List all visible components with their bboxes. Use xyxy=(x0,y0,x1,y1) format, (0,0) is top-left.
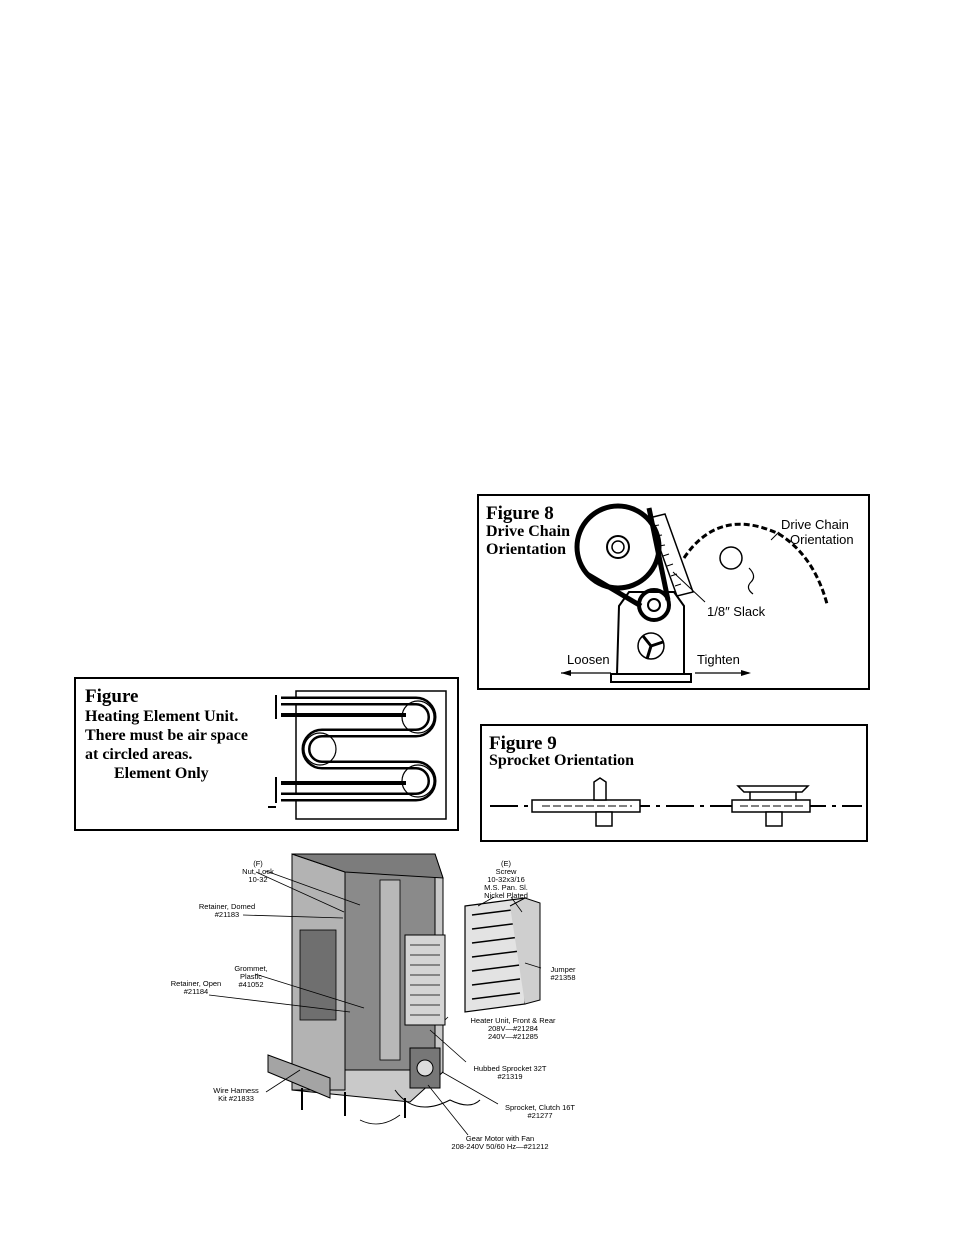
figure-8-subtitle-2: Orientation xyxy=(486,541,566,558)
figure-8-title: Figure 8 xyxy=(486,503,554,524)
part-label-jumper: Jumper #21358 xyxy=(550,965,576,982)
part-label-gear-motor: Gear Motor with Fan 208-240V 50/60 Hz—#21212 xyxy=(451,1134,549,1151)
heating-line-3: at circled areas. xyxy=(85,746,193,763)
drive-chain-label-2: Orientation xyxy=(790,532,854,547)
drive-chain-label-1: Drive Chain xyxy=(781,517,849,532)
figure-9-subtitle: Sprocket Orientation xyxy=(489,752,635,769)
part-label-retainer-domed: Retainer, Domed #21183 xyxy=(198,902,256,919)
part-label-nut-lock: (F) Nut, Lock 10-32 xyxy=(242,859,274,884)
part-label-heater-unit: Heater Unit, Front & Rear 208V—#21284 240V—#21285 xyxy=(470,1016,556,1041)
figure-8-subtitle-1: Drive Chain xyxy=(486,523,570,540)
figure-9-title: Figure 9 xyxy=(489,733,557,754)
tighten-label: Tighten xyxy=(697,652,740,667)
part-label-retainer-open: Retainer, Open #21184 xyxy=(170,979,222,996)
part-label-sprocket-clutch: Sprocket, Clutch 16T #21277 xyxy=(504,1103,576,1120)
heating-line-1: Heating Element Unit. xyxy=(85,708,239,725)
part-label-hubbed-sprocket: Hubbed Sprocket 32T #21319 xyxy=(473,1064,547,1081)
loosen-label: Loosen xyxy=(567,652,610,667)
heating-line-4: Element Only xyxy=(114,765,209,782)
part-label-grommet: Grommet, Plastic #41052 xyxy=(234,964,268,989)
part-label-screw: (E) Screw 10-32x3/16 M.S. Pan. Sl. Nickel Plated xyxy=(484,859,528,900)
slack-label: 1/8″ Slack xyxy=(707,604,766,619)
heating-line-2: There must be air space xyxy=(85,727,248,744)
heating-figure-title: Figure xyxy=(85,686,139,707)
part-label-wire-harness: Wire Harness Kit #21833 xyxy=(213,1086,259,1103)
